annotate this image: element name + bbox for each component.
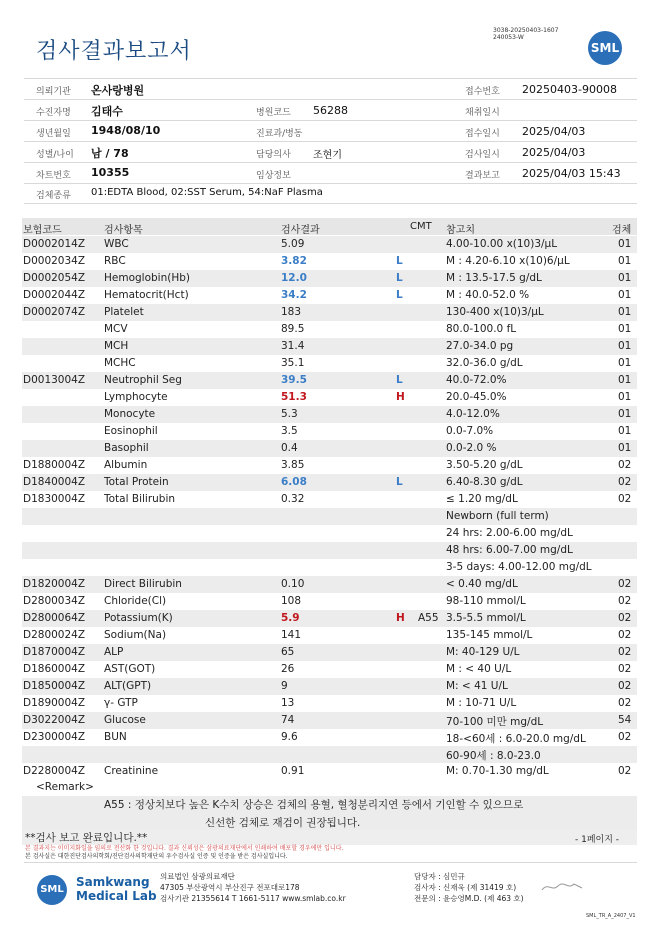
insurance-code: D1820004Z	[23, 578, 86, 590]
test-name: Eosinophil	[104, 425, 158, 437]
test-result: 0.4	[281, 442, 298, 454]
divider	[24, 141, 637, 142]
test-name: Potassium(K)	[104, 612, 173, 624]
insurance-code: D2300004Z	[23, 731, 86, 743]
staff-specialist: 전문의 : 윤승영M.D. (제 463 호)	[414, 894, 524, 903]
reference-range: 135-145 mmol/L	[446, 629, 533, 641]
specimen-value: 01:EDTA Blood, 02:SST Serum, 54:NaF Plasma	[91, 187, 323, 198]
table-row	[22, 389, 637, 406]
remark-line1: A55 : 정상치보다 높은 K수치 상승은 검체의 용혈, 혈청분리지연 등에서 기인할 수 있으므로	[104, 799, 524, 811]
collect-label: 채취일시	[465, 108, 500, 118]
result-flag: L	[396, 255, 403, 267]
table-row	[22, 304, 637, 321]
specimen-type: 01	[618, 425, 632, 437]
specimen-label: 검체종류	[36, 191, 71, 201]
receipt-date-value: 2025/04/03	[522, 125, 586, 138]
test-result: 0.91	[281, 765, 305, 777]
test-result: 39.5	[281, 374, 307, 386]
insurance-code: D1870004Z	[23, 646, 86, 658]
table-row	[22, 763, 637, 780]
table-row	[22, 440, 637, 457]
specimen-type: 02	[618, 476, 632, 488]
insurance-code: D1880004Z	[23, 459, 86, 471]
report-title: 검사결과보고서	[36, 39, 192, 64]
table-row	[22, 542, 637, 559]
insurance-code: D2800034Z	[23, 595, 86, 607]
reference-range: 80.0-100.0 fL	[446, 323, 517, 335]
reference-range: ≤ 1.20 mg/dL	[446, 493, 518, 505]
table-row	[22, 287, 637, 304]
table-row	[22, 627, 637, 644]
result-flag: H	[396, 391, 405, 403]
reference-range: 130-400 x(10)3/μL	[446, 306, 544, 318]
page-number: - 1페이지 -	[575, 835, 620, 845]
specimen-type: 01	[618, 442, 632, 454]
divider	[24, 183, 637, 184]
test-name: MCV	[104, 323, 128, 335]
test-name: Albumin	[104, 459, 148, 471]
test-result: 5.3	[281, 408, 298, 420]
report-value: 2025/04/03 15:43	[522, 167, 621, 180]
chart-label: 차트번호	[36, 171, 71, 181]
table-row	[22, 457, 637, 474]
test-name: Monocyte	[104, 408, 156, 420]
staff-manager: 담당자 : 심민규	[414, 872, 465, 881]
reference-range: 27.0-34.0 pg	[446, 340, 514, 352]
test-result: 5.09	[281, 238, 305, 250]
institution-value: 온사랑병원	[91, 84, 145, 97]
reference-range: Newborn (full term)	[446, 510, 549, 522]
result-flag: L	[396, 476, 403, 488]
specimen-type: 01	[618, 238, 632, 250]
table-row	[22, 661, 637, 678]
reference-range: 6.40-8.30 g/dL	[446, 476, 523, 488]
org-info	[160, 871, 346, 904]
test-result: 183	[281, 306, 302, 318]
reference-range: 40.0-72.0%	[446, 374, 507, 386]
reference-range: 3-5 days: 4.00-12.00 mg/dL	[446, 561, 592, 573]
org-contact: 검사기관 21355614 T 1661-5117 www.smlab.co.kr	[160, 894, 346, 903]
test-name: RBC	[104, 255, 126, 267]
insurance-code: D0013004Z	[23, 374, 86, 386]
col-cmt-header: CMT	[410, 221, 432, 232]
divider	[24, 862, 637, 863]
patient-label: 수진자명	[36, 108, 71, 118]
test-name: Total Bilirubin	[104, 493, 176, 505]
test-result: 65	[281, 646, 295, 658]
dob-label: 생년월일	[36, 129, 71, 139]
org-address: 47305 부산광역시 부산진구 전포대로178	[160, 883, 300, 892]
reference-range: M: 40-129 U/L	[446, 646, 520, 658]
reference-range: 4.0-12.0%	[446, 408, 500, 420]
receipt-date-label: 접수일시	[465, 129, 500, 139]
reference-range: 3.5-5.5 mmol/L	[446, 612, 526, 624]
test-result: 74	[281, 714, 295, 726]
specimen-type: 01	[618, 374, 632, 386]
test-name: Glucose	[104, 714, 146, 726]
test-result: 9.6	[281, 731, 298, 743]
reference-range: 60-90세 : 8.0-23.0	[446, 750, 541, 762]
insurance-code: D0002074Z	[23, 306, 86, 318]
reference-range: 70-100 미만 mg/dL	[446, 716, 544, 728]
report-label: 결과보고	[465, 171, 500, 181]
test-name: ALT(GPT)	[104, 680, 152, 692]
table-row	[22, 559, 637, 576]
insurance-code: D0002054Z	[23, 272, 86, 284]
specimen-type: 02	[618, 680, 632, 692]
test-date-value: 2025/04/03	[522, 146, 586, 159]
test-result: 6.08	[281, 476, 307, 488]
table-row	[22, 355, 637, 372]
table-row	[22, 746, 637, 763]
table-row	[22, 576, 637, 593]
table-row	[22, 712, 637, 729]
staff-info	[414, 871, 524, 904]
test-result: 13	[281, 697, 295, 709]
result-flag: L	[396, 272, 403, 284]
specimen-type: 01	[618, 272, 632, 284]
test-name: ALP	[104, 646, 124, 658]
table-row	[22, 270, 637, 287]
specimen-type: 02	[618, 765, 632, 777]
reference-range: 0.0-2.0 %	[446, 442, 497, 454]
divider	[24, 99, 637, 100]
reference-range: M : 4.20-6.10 x(10)6/μL	[446, 255, 570, 267]
document-id-line1: 3038-20250403-1607	[493, 27, 559, 34]
document-id	[493, 27, 558, 41]
specimen-type: 01	[618, 408, 632, 420]
reference-range: 32.0-36.0 g/dL	[446, 357, 523, 369]
test-result: 26	[281, 663, 295, 675]
test-name: Basophil	[104, 442, 149, 454]
org-name: 의료법인 삼광의료재단	[160, 872, 235, 881]
test-result: 51.3	[281, 391, 307, 403]
test-name: WBC	[104, 238, 129, 250]
test-result: 12.0	[281, 272, 307, 284]
divider	[24, 120, 637, 121]
result-flag: H	[396, 612, 405, 624]
table-row	[22, 593, 637, 610]
specimen-type: 02	[618, 612, 632, 624]
table-row	[22, 695, 637, 712]
table-row	[22, 406, 637, 423]
hospital-code-value: 56288	[313, 104, 348, 117]
sml-logo: SML	[37, 875, 67, 905]
reference-range: 98-110 mmol/L	[446, 595, 526, 607]
insurance-code: D2800024Z	[23, 629, 86, 641]
col-ref-header: 참고치	[446, 225, 475, 236]
remark-line2: 신선한 검체로 재검이 권장됩니다.	[205, 817, 361, 829]
reference-range: 4.00-10.00 x(10)3/μL	[446, 238, 558, 250]
col-specimen-header: 검체	[612, 225, 632, 236]
dept-label: 진료과/병동	[256, 129, 303, 139]
reference-range: 24 hrs: 2.00-6.00 mg/dL	[446, 527, 573, 539]
hospital-code-label: 병원코드	[256, 108, 291, 118]
results-table-header	[22, 218, 637, 235]
specimen-type: 02	[618, 493, 632, 505]
col-result-header: 검사결과	[281, 225, 320, 236]
table-row	[22, 729, 637, 746]
dob-value: 1948/08/10	[91, 124, 161, 137]
table-row	[22, 678, 637, 695]
test-result: 0.10	[281, 578, 305, 590]
reference-range: M : < 40 U/L	[446, 663, 512, 675]
receipt-no-label: 접수번호	[465, 87, 500, 97]
test-name: Creatinine	[104, 765, 159, 777]
reference-range: M : 40.0-52.0 %	[446, 289, 530, 301]
table-row	[22, 236, 637, 253]
table-row	[22, 610, 637, 627]
test-result: 141	[281, 629, 302, 641]
receipt-no-value: 20250403-90008	[522, 83, 617, 96]
specimen-type: 02	[618, 697, 632, 709]
col-code-header: 보험코드	[23, 225, 62, 236]
divider	[24, 162, 637, 163]
test-name: Total Protein	[104, 476, 169, 488]
notice-line2: 본 검사실은 대한진단검사의학회/진단검사의학재단의 우수검사실 인증 및 인증을 받은 검사실입니다.	[25, 853, 288, 860]
reference-range: < 0.40 mg/dL	[446, 578, 518, 590]
reference-range: M : 13.5-17.5 g/dL	[446, 272, 542, 284]
reference-range: 18-<60세 : 6.0-20.0 mg/dL	[446, 733, 586, 745]
notice-line1: 본 결과지는 이미지화일을 임의로 전산화 한 것입니다. 결과 신뢰성은 삼광의료재단에서 인쇄하여 배포할 경우에만 입니다.	[25, 845, 344, 852]
signature	[540, 880, 585, 894]
test-name: AST(GOT)	[104, 663, 156, 675]
company-name-line2: Medical Lab	[76, 889, 157, 903]
insurance-code: D1860004Z	[23, 663, 86, 675]
table-row	[22, 474, 637, 491]
insurance-code: D1850004Z	[23, 680, 86, 692]
test-result: 9	[281, 680, 288, 692]
completion-text: **검사 보고 완료입니다.**	[25, 832, 148, 844]
remark-title: <Remark>	[36, 781, 94, 793]
insurance-code: D1890004Z	[23, 697, 86, 709]
specimen-type: 54	[618, 714, 632, 726]
test-result: 3.5	[281, 425, 298, 437]
specimen-type: 01	[618, 391, 632, 403]
test-result: 5.9	[281, 612, 300, 624]
reference-range: M: 0.70-1.30 mg/dL	[446, 765, 549, 777]
test-result: 0.32	[281, 493, 305, 505]
col-item-header: 검사항목	[104, 225, 143, 236]
form-code: SML_TR_A_2407_V1	[586, 913, 636, 919]
table-row	[22, 253, 637, 270]
chart-value: 10355	[91, 166, 130, 179]
test-result: 3.85	[281, 459, 305, 471]
specimen-type: 02	[618, 595, 632, 607]
doctor-label: 담당의사	[256, 150, 291, 160]
insurance-code: D1830004Z	[23, 493, 86, 505]
insurance-code: D2280004Z	[23, 765, 86, 777]
specimen-type: 02	[618, 578, 632, 590]
test-result: 3.82	[281, 255, 307, 267]
reference-range: 20.0-45.0%	[446, 391, 507, 403]
table-row	[22, 321, 637, 338]
specimen-type: 02	[618, 731, 632, 743]
specimen-type: 01	[618, 255, 632, 267]
insurance-code: D1840004Z	[23, 476, 86, 488]
specimen-type: 01	[618, 340, 632, 352]
staff-tester: 검사자 : 신재욱 (제 31419 호)	[414, 883, 517, 892]
specimen-type: 02	[618, 459, 632, 471]
doctor-value: 조현기	[313, 150, 342, 161]
table-row	[22, 423, 637, 440]
table-row	[22, 508, 637, 525]
sml-logo: SML	[588, 31, 622, 65]
test-name: γ- GTP	[104, 697, 138, 709]
insurance-code: D2800064Z	[23, 612, 86, 624]
company-name-line1: Samkwang	[76, 875, 150, 889]
sex-age-value: 남 / 78	[91, 147, 129, 160]
test-result: 35.1	[281, 357, 305, 369]
comment-code: A55	[418, 612, 439, 624]
reference-range: 3.50-5.20 g/dL	[446, 459, 523, 471]
test-name: Neutrophil Seg	[104, 374, 182, 386]
reference-range: 48 hrs: 6.00-7.00 mg/dL	[446, 544, 573, 556]
test-name: BUN	[104, 731, 127, 743]
company-name	[76, 875, 157, 903]
test-result: 31.4	[281, 340, 305, 352]
test-name: Chloride(Cl)	[104, 595, 167, 607]
test-name: MCHC	[104, 357, 136, 369]
institution-label: 의뢰기관	[36, 87, 71, 97]
table-row	[22, 372, 637, 389]
specimen-type: 02	[618, 629, 632, 641]
insurance-code: D0002014Z	[23, 238, 86, 250]
divider	[24, 78, 637, 79]
test-result: 89.5	[281, 323, 305, 335]
test-name: Direct Bilirubin	[104, 578, 182, 590]
test-name: Sodium(Na)	[104, 629, 167, 641]
table-row	[22, 525, 637, 542]
result-flag: L	[396, 374, 403, 386]
patient-value: 김태수	[91, 105, 123, 118]
specimen-type: 02	[618, 646, 632, 658]
table-row	[22, 338, 637, 355]
test-name: Lymphocyte	[104, 391, 168, 403]
reference-range: 0.0-7.0%	[446, 425, 494, 437]
specimen-type: 02	[618, 663, 632, 675]
document-id-line2: 240053-W	[493, 34, 524, 41]
divider	[24, 203, 637, 204]
test-name: Hematocrit(Hct)	[104, 289, 189, 301]
reference-range: M: < 41 U/L	[446, 680, 508, 692]
specimen-type: 01	[618, 357, 632, 369]
table-row	[22, 491, 637, 508]
test-name: Platelet	[104, 306, 144, 318]
result-flag: L	[396, 289, 403, 301]
specimen-type: 01	[618, 306, 632, 318]
clinical-label: 임상정보	[256, 171, 291, 181]
insurance-code: D3022004Z	[23, 714, 86, 726]
specimen-type: 01	[618, 323, 632, 335]
test-name: Hemoglobin(Hb)	[104, 272, 191, 284]
sex-age-label: 성별/나이	[36, 150, 74, 160]
insurance-code: D0002044Z	[23, 289, 86, 301]
test-date-label: 검사일시	[465, 150, 500, 160]
test-result: 34.2	[281, 289, 307, 301]
test-name: MCH	[104, 340, 129, 352]
insurance-code: D0002034Z	[23, 255, 86, 267]
test-result: 108	[281, 595, 302, 607]
specimen-type: 01	[618, 289, 632, 301]
reference-range: M : 10-71 U/L	[446, 697, 517, 709]
table-row	[22, 644, 637, 661]
